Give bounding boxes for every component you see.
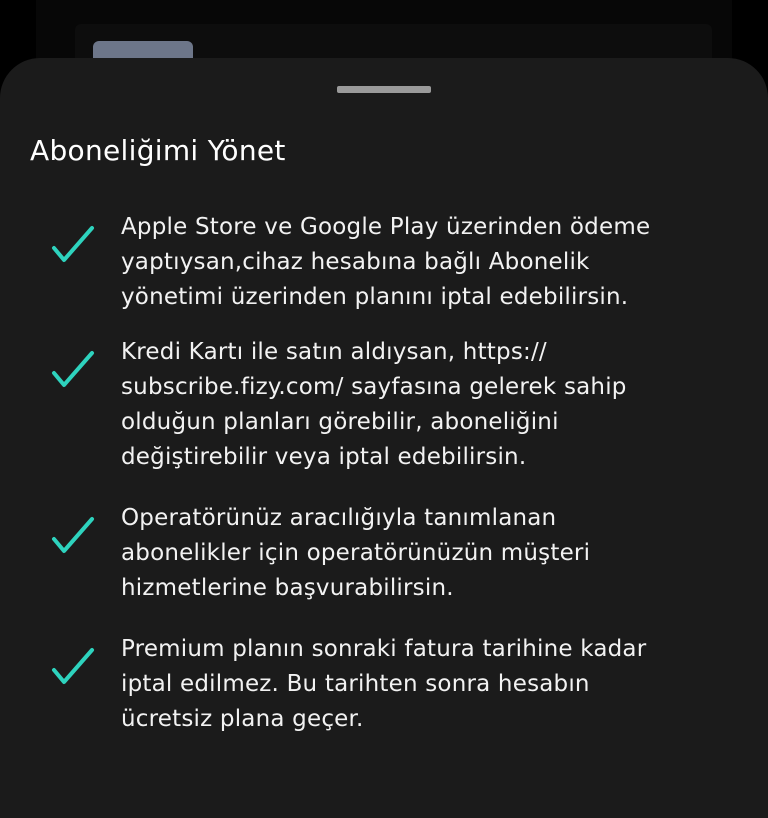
text-line: Apple Store ve Google Play üzerinden ödeme (121, 214, 651, 240)
list-item-text (121, 210, 731, 315)
drag-handle[interactable] (337, 86, 431, 93)
list-item-text (121, 632, 731, 737)
text-line: yaptıysan,cihaz hesabına bağlı Abonelik (121, 249, 590, 275)
text-line: olduğun planları görebilir, aboneliğini (121, 409, 559, 435)
text-line: Premium planın sonraki fatura tarihine kadar (121, 636, 647, 662)
text-line: değiştirebilir veya iptal edebilirsin. (121, 444, 527, 470)
text-line: yönetimi üzerinden planını iptal edebilirsin. (121, 284, 629, 310)
check-icon (50, 224, 98, 268)
check-icon (50, 349, 98, 393)
list-item-text (121, 335, 731, 475)
manage-subscription-sheet (0, 58, 768, 818)
check-icon (50, 515, 98, 559)
text-line: iptal edilmez. Bu tarihten sonra hesabın (121, 671, 590, 697)
text-line: Operatörünüz aracılığıyla tanımlanan (121, 505, 557, 531)
text-line: ücretsiz plana geçer. (121, 706, 364, 732)
check-icon (50, 646, 98, 690)
text-line: Kredi Kartı ile satın aldıysan, https:// (121, 339, 547, 365)
text-line: hizmetlerine başvurabilirsin. (121, 575, 454, 601)
sheet-title: Aboneliğimi Yönet (30, 134, 286, 167)
text-line: subscribe.fizy.com/ sayfasına gelerek sahip (121, 374, 627, 400)
text-line: abonelikler için operatörünüzün müşteri (121, 540, 591, 566)
list-item-text (121, 501, 731, 606)
